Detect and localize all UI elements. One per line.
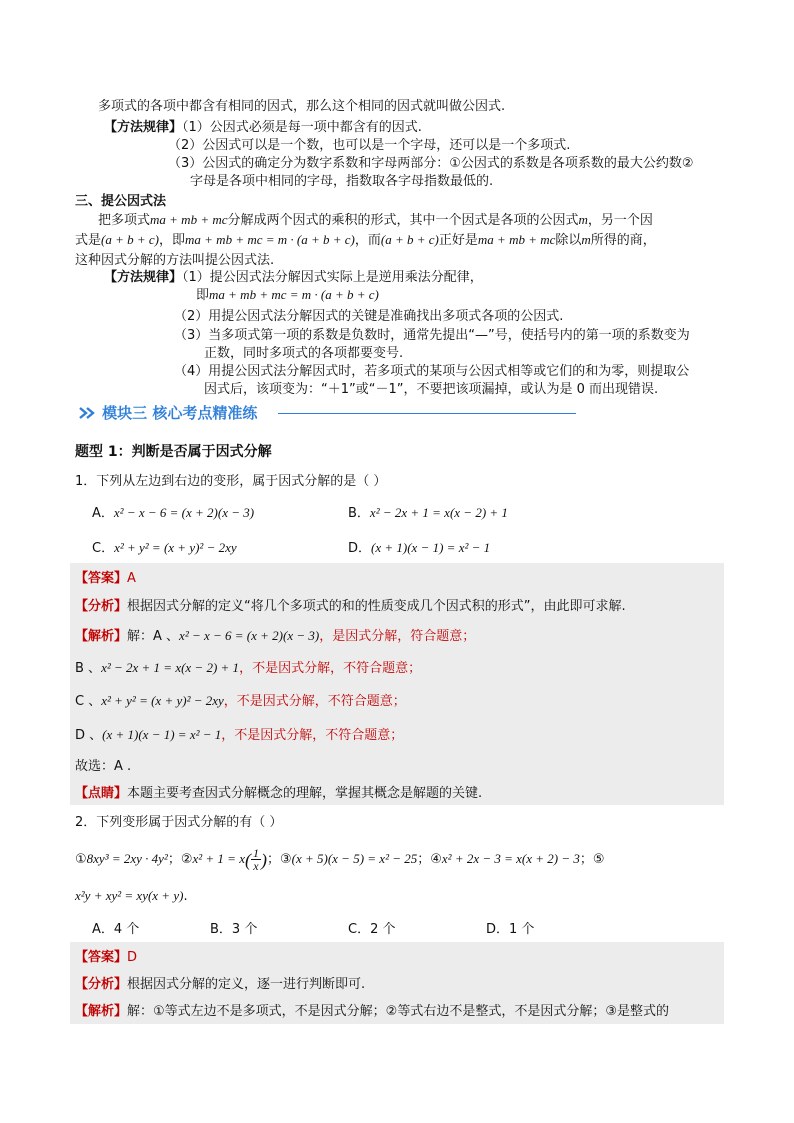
- method-rule-tag: 【方法规律】（1）公因式必须是每一项中都含有的因式.: [104, 120, 422, 135]
- q2-option-c: C．2 个: [348, 922, 396, 937]
- q1-option-a: A．x² − x − 6 = (x + 2)(x − 3): [92, 505, 255, 521]
- definition-line: 多项式的各项中都含有相同的因式，那么这个相同的因式就叫做公因式.: [98, 99, 506, 114]
- q1-stem: 1．下列从左边到右边的变形，属于因式分解的是（ ）: [75, 474, 387, 489]
- section3-para-line1: 把多项式ma + mb + mc分解成两个因式的乘积的形式，其中一个因式是各项的公因式m，另一个因: [98, 212, 653, 228]
- rule2-item-3: （3）当多项式第一项的系数是负数时，通常先提出“—”号，使括号内的第一项的系数变为: [174, 328, 690, 343]
- rule2-line1-formula: 即ma + mb + mc = m · (a + b + c): [196, 287, 379, 303]
- fraction: $\frac{1}{x}$: [252, 846, 259, 873]
- q1-option-b: B．x² − 2x + 1 = x(x − 2) + 1: [348, 505, 508, 521]
- rule2-item-2: （2）用提公因式法分解因式的关键是准确找出多项式各项的公因式.: [174, 309, 564, 324]
- module-header: [78, 402, 257, 424]
- q2-analysis: 【分析】根据因式分解的定义，逐一进行判断即可.: [75, 977, 366, 992]
- fraction-group: (: [244, 849, 251, 870]
- q2-solution: 【解析】解：①等式左边不是多项式，不是因式分解；②等式右边不是整式，不是因式分解；③是整式的: [75, 1004, 669, 1019]
- q2-stem: 2．下列变形属于因式分解的有（ ）: [75, 815, 283, 830]
- q2-items-line2: x²y + xy² = xy(x + y).: [75, 888, 188, 904]
- rule1-item-2: （2）公因式可以是一个数，也可以是一个字母，还可以是一个多项式.: [168, 138, 571, 153]
- q2-option-b: B．3 个: [210, 922, 258, 937]
- q1-comment: 【点睛】本题主要考查因式分解概念的理解，掌握其概念是解题的关键.: [75, 786, 483, 801]
- q1-option-c: C．x² + y² = (x + y)² − 2xy: [92, 540, 237, 556]
- q1-solution-a: 【解析】解：A 、x² − x − 6 = (x + 2)(x − 3)，是因式分解，符合题意；: [75, 628, 476, 644]
- double-chevron-icon: [78, 406, 98, 424]
- q1-solution-b: B 、x² − 2x + 1 = x(x − 2) + 1，不是因式分解，不符合题意；: [75, 660, 422, 676]
- question-type-title: 题型 1：判断是否属于因式分解: [75, 444, 272, 460]
- rule2-line1: 【方法规律】（1）提公因式法分解因式实际上是逆用乘法分配律，: [104, 270, 483, 285]
- q2-answer: 【答案】D: [75, 950, 138, 965]
- q2-items-line1: ①8xy³ = 2xy · 4y²；②x² + 1 = x( $\frac{1}{x}$ )；③(x + 5)(x − 5) = x² − 25；④x² + 2x − 3 = x(x + 2) − 3；⑤: [75, 846, 605, 873]
- section-3-title: 三、提公因式法: [75, 194, 167, 209]
- rule2-item-3-cont: 正数，同时多项式的各项都要变号.: [204, 346, 404, 361]
- q2-option-a: A．4 个: [92, 922, 140, 937]
- rule1-item-3: （3）公因式的确定分为数字系数和字母两部分：①公因式的系数是各项系数的最大公约数②: [168, 156, 694, 171]
- section3-para-line2: 式是(a + b + c)，即ma + mb + mc = m · (a + b + c)，而(a + b + c)正好是ma + mb + mc除以m所得的商，: [75, 232, 656, 248]
- module-divider: [278, 413, 576, 414]
- q1-solution-d: D 、(x + 1)(x − 1) = x² − 1，不是因式分解，不符合题意；: [75, 727, 404, 743]
- rule1-item-1: （1）公因式必须是每一项中都含有的因式.: [182, 120, 422, 135]
- module-title: 模块三 核心考点精准练: [102, 404, 258, 422]
- rule1-item-3-cont: 字母是各项中相同的字母，指数取各字母指数最低的.: [190, 174, 494, 189]
- q1-answer: 【答案】A: [75, 571, 136, 586]
- q1-analysis: 【分析】根据因式分解的定义“将几个多项式的和的性质变成几个因式积的形式”，由此即可求解.: [75, 599, 626, 614]
- q1-choice: 故选：A .: [75, 759, 132, 774]
- q1-solution-c: C 、x² + y² = (x + y)² − 2xy，不是因式分解，不符合题意；: [75, 693, 406, 709]
- rule2-item-4: （4）用提公因式法分解因式时，若多项式的某项与公因式相等或它们的和为零，则提取公: [174, 364, 690, 379]
- q1-option-d: D．(x + 1)(x − 1) = x² − 1: [348, 540, 491, 556]
- q2-option-d: D．1 个: [486, 922, 535, 937]
- rule2-item-4-cont: 因式后，该项变为：“＋1”或“－1”，不要把该项漏掉，或认为是 0 而出现错误.: [204, 382, 659, 397]
- section3-para-line3: 这种因式分解的方法叫提公因式法.: [75, 253, 275, 268]
